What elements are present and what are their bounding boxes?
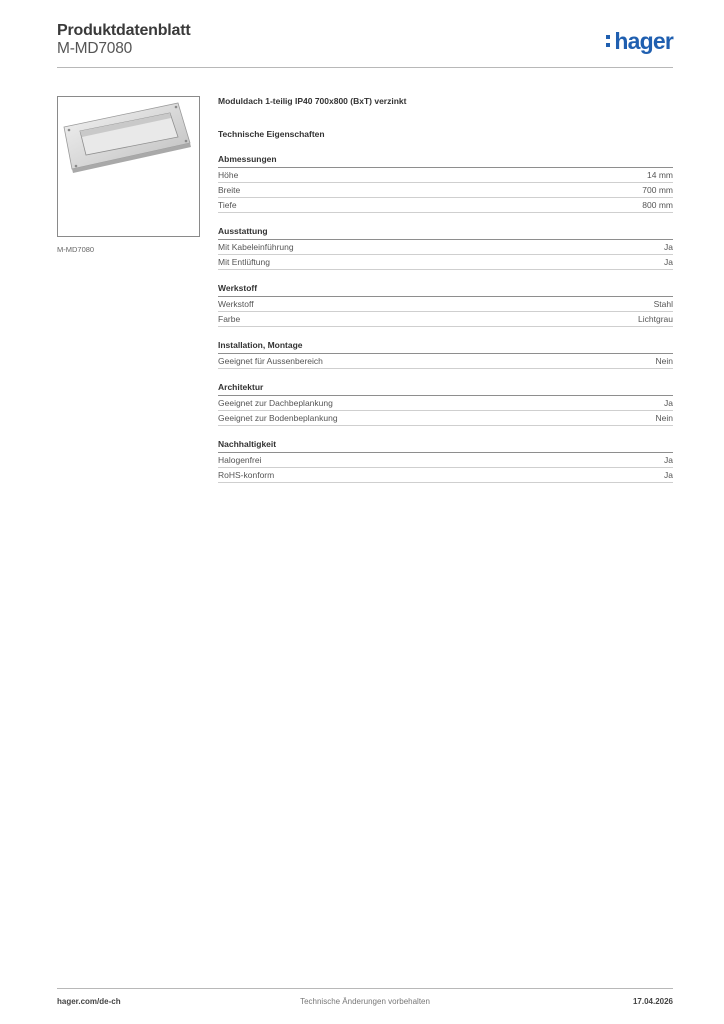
spec-group-ausstattung <box>218 226 673 270</box>
spec-value: Ja <box>664 470 673 480</box>
spec-row <box>218 411 673 426</box>
spec-value: Stahl <box>653 299 673 309</box>
spec-row <box>218 297 673 312</box>
spec-row <box>218 255 673 270</box>
spec-label: Geeignet zur Bodenbeplankung <box>218 413 338 423</box>
header-divider <box>57 67 673 68</box>
spec-label: Farbe <box>218 314 241 324</box>
spec-label: Geeignet für Aussenbereich <box>218 356 323 366</box>
spec-label: Höhe <box>218 170 239 180</box>
product-image <box>57 96 200 237</box>
spec-value: Ja <box>664 455 673 465</box>
spec-group-nachhaltigkeit <box>218 439 673 483</box>
group-title: Abmessungen <box>218 154 673 168</box>
document-title: Produktdatenblatt <box>57 22 191 39</box>
spec-row <box>218 396 673 411</box>
footer-date: 17.04.2026 <box>632 997 673 1006</box>
product-photo-icon <box>58 97 199 236</box>
logo-text: hager <box>614 28 673 54</box>
spec-group-architektur <box>218 382 673 426</box>
product-code: M-MD7080 <box>57 40 133 57</box>
group-title: Architektur <box>218 382 673 396</box>
group-title: Installation, Montage <box>218 340 673 354</box>
spec-row <box>218 183 673 198</box>
spec-row <box>218 168 673 183</box>
spec-value: 800 mm <box>642 200 673 210</box>
product-title: Moduldach 1-teilig IP40 700x800 (BxT) verzinkt <box>218 96 407 106</box>
group-title: Ausstattung <box>218 226 673 240</box>
footer-note: Technische Änderungen vorbehalten <box>300 997 430 1006</box>
spec-group-werkstoff <box>218 283 673 327</box>
page-header <box>57 20 673 68</box>
spec-row <box>218 468 673 483</box>
spec-label: Geeignet zur Dachbeplankung <box>218 398 333 408</box>
spec-value: Nein <box>655 356 673 366</box>
spec-value: 700 mm <box>642 185 673 195</box>
spec-label: RoHS-konform <box>218 470 275 480</box>
spec-value: Ja <box>664 242 673 252</box>
spec-label: Breite <box>218 185 241 195</box>
spec-label: Halogenfrei <box>218 455 262 465</box>
spec-label: Werkstoff <box>218 299 254 309</box>
spec-label: Tiefe <box>218 200 237 210</box>
footer-divider <box>57 988 673 989</box>
spec-row <box>218 198 673 213</box>
page-footer <box>57 997 673 1011</box>
spec-row <box>218 453 673 468</box>
group-title: Werkstoff <box>218 283 673 297</box>
logo-dots-icon <box>606 35 611 51</box>
spec-row <box>218 354 673 369</box>
hager-logo <box>614 28 673 58</box>
spec-group-installation <box>218 340 673 369</box>
spec-row <box>218 312 673 327</box>
spec-label: Mit Kabeleinführung <box>218 242 294 252</box>
spec-content <box>218 96 673 483</box>
website-link[interactable]: hager.com/de-ch <box>57 997 121 1006</box>
spec-group-abmessungen <box>218 154 673 213</box>
section-heading: Technische Eigenschaften <box>218 129 325 139</box>
group-title: Nachhaltigkeit <box>218 439 673 453</box>
spec-row <box>218 240 673 255</box>
spec-value: Lichtgrau <box>638 314 673 324</box>
spec-value: Nein <box>655 413 673 423</box>
spec-label: Mit Entlüftung <box>218 257 270 267</box>
spec-value: Ja <box>664 398 673 408</box>
image-caption: M-MD7080 <box>57 245 95 254</box>
spec-value: Ja <box>664 257 673 267</box>
spec-value: 14 mm <box>647 170 673 180</box>
